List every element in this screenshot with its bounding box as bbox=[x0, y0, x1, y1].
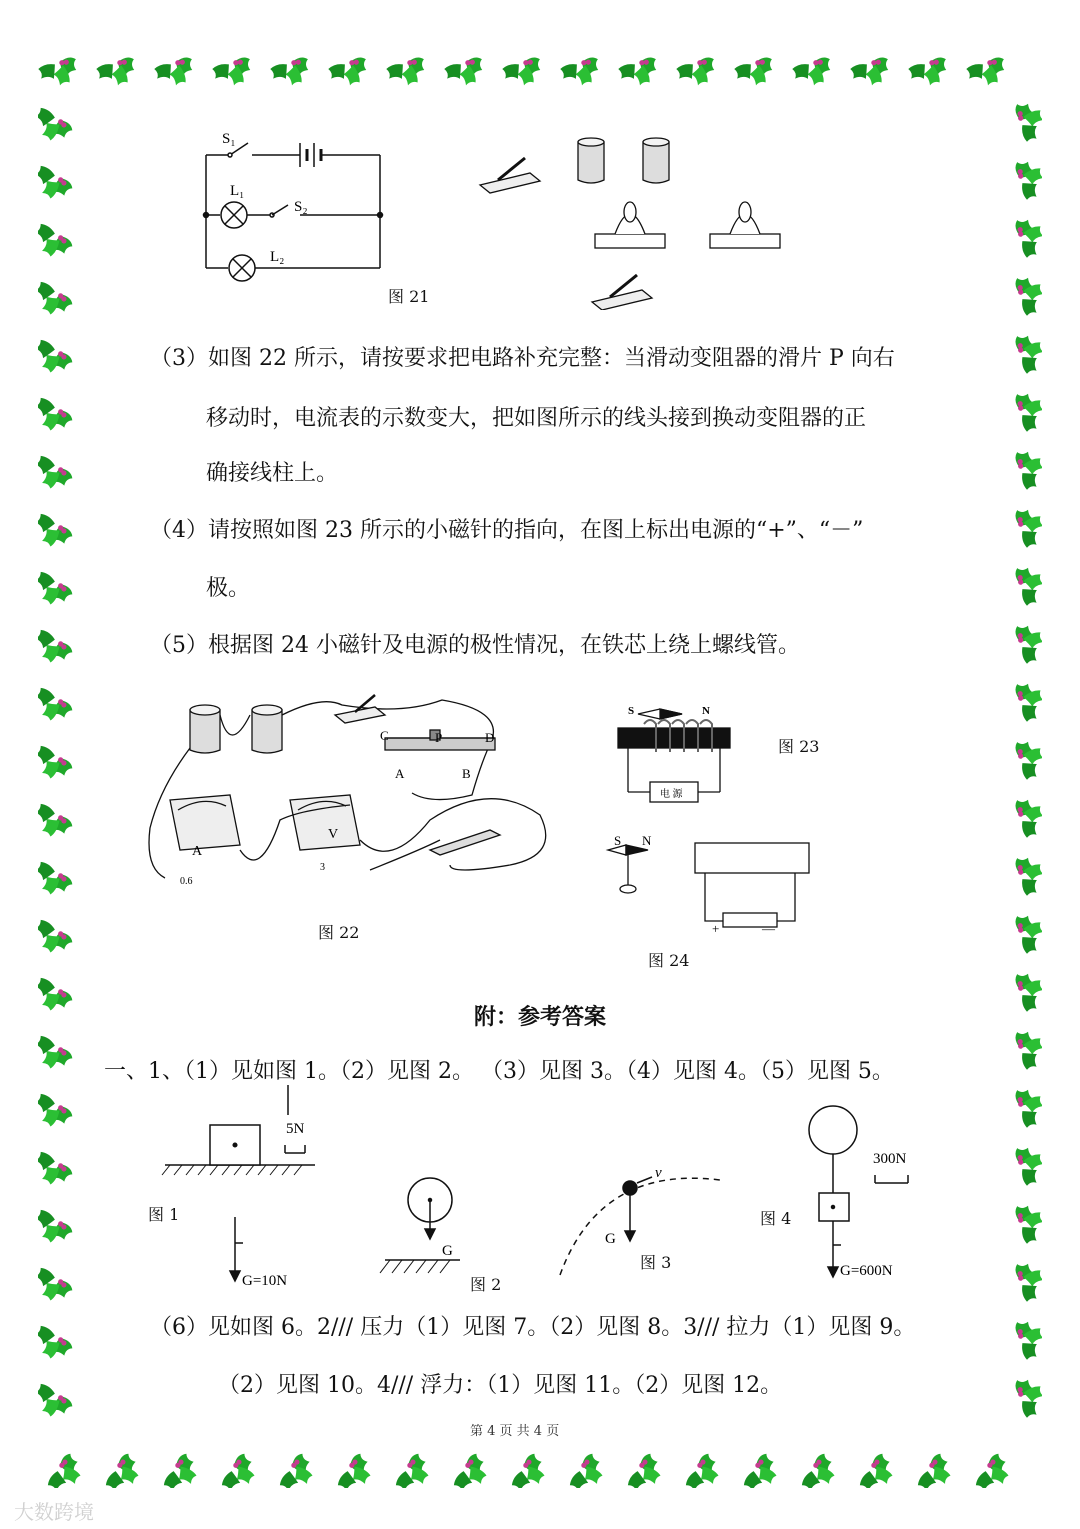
fig1-scale-label: 5N bbox=[286, 1121, 305, 1137]
voltmeter-scale-label: 3 bbox=[320, 862, 325, 873]
rheostat-c-label: C bbox=[380, 728, 389, 743]
answers-heading: 附：参考答案 bbox=[473, 1004, 606, 1030]
rheostat-a-label: A bbox=[395, 766, 405, 781]
l1-label: L₁ bbox=[230, 183, 245, 199]
fig4-force-label: G=600N bbox=[840, 1263, 893, 1279]
fig24-plus-label: + bbox=[712, 921, 720, 935]
answers-line-1: 一、1、（1）见如图 1。（2）见图 2。 （3）见图 3。（4）见图 4。（5）见图 5。 bbox=[104, 1059, 894, 1084]
answer-figure-3-caption: 图 3 bbox=[640, 1253, 672, 1272]
watermark: 大数跨境 bbox=[14, 1500, 94, 1524]
figure-21-circuit bbox=[190, 125, 410, 285]
question-3-line-1: （3）如图 22 所示，请按要求把电路补充完整：当滑动变阻器的滑片 P 向右 bbox=[150, 346, 895, 371]
question-4-line-2: 极。 bbox=[206, 576, 251, 601]
fig23-power-label: 电 源 bbox=[660, 789, 683, 800]
answers-line-7: （2）见图 10。4/// 浮力：（1）见图 11。（2）见图 12。 bbox=[218, 1373, 783, 1398]
figure-21-components bbox=[470, 130, 800, 310]
figure-22-circuit bbox=[140, 690, 560, 900]
ammeter-scale-label: 0.6 bbox=[180, 876, 193, 887]
fig24-minus-label: — bbox=[762, 921, 775, 935]
ammeter-label: A bbox=[192, 844, 203, 859]
fig3-g-label: G bbox=[605, 1231, 616, 1247]
s1-label: S₁ bbox=[222, 131, 236, 147]
figure-21-caption: 图 21 bbox=[388, 287, 430, 306]
rheostat-d-label: D bbox=[485, 730, 495, 745]
answer-figures-row bbox=[140, 1085, 940, 1295]
figure-24-caption: 图 24 bbox=[648, 951, 690, 970]
fig3-v-label: v bbox=[655, 1165, 662, 1181]
fig24-n-label: N bbox=[642, 833, 652, 848]
figure-22-caption: 图 22 bbox=[318, 923, 360, 942]
figure-23-solenoid bbox=[610, 700, 750, 810]
question-3-line-2: 移动时，电流表的示数变大，把如图所示的线头接到换动变阻器的正 bbox=[206, 406, 867, 431]
question-4-line-1: （4）请按照如图 23 所示的小磁针的指向，在图上标出电源的“+”、“－” bbox=[150, 518, 864, 543]
rheostat-p-label: P bbox=[435, 730, 443, 745]
page-footer: 第 4 页 共 4 页 bbox=[470, 1424, 560, 1439]
fig24-s-label: S bbox=[614, 833, 622, 848]
question-5-line-1: （5）根据图 24 小磁针及电源的极性情况，在铁芯上绕上螺线管。 bbox=[150, 633, 800, 658]
answer-figure-1-caption: 图 1 bbox=[148, 1205, 180, 1224]
question-3-line-3: 确接线柱上。 bbox=[206, 461, 339, 486]
answer-figure-2-caption: 图 2 bbox=[470, 1275, 502, 1294]
figure-23-caption: 图 23 bbox=[778, 737, 820, 756]
answers-line-6: （6）见如图 6。2/// 压力（1）见图 7。（2）见图 8。3/// 拉力（1）见图 9。 bbox=[150, 1315, 916, 1340]
s2-label: S₂ bbox=[294, 199, 308, 215]
fig23-n-label: N bbox=[702, 705, 710, 717]
fig2-g-label: G bbox=[442, 1243, 453, 1259]
fig1-force-label: G=10N bbox=[242, 1273, 288, 1289]
voltmeter-label: V bbox=[328, 827, 339, 842]
fig23-s-label: S bbox=[628, 705, 635, 717]
fig4-scale-label: 300N bbox=[873, 1151, 907, 1167]
rheostat-b-label: B bbox=[462, 766, 471, 781]
figure-24-solenoid bbox=[600, 825, 820, 935]
l2-label: L₂ bbox=[270, 249, 285, 265]
answer-figure-4-caption: 图 4 bbox=[760, 1209, 792, 1228]
